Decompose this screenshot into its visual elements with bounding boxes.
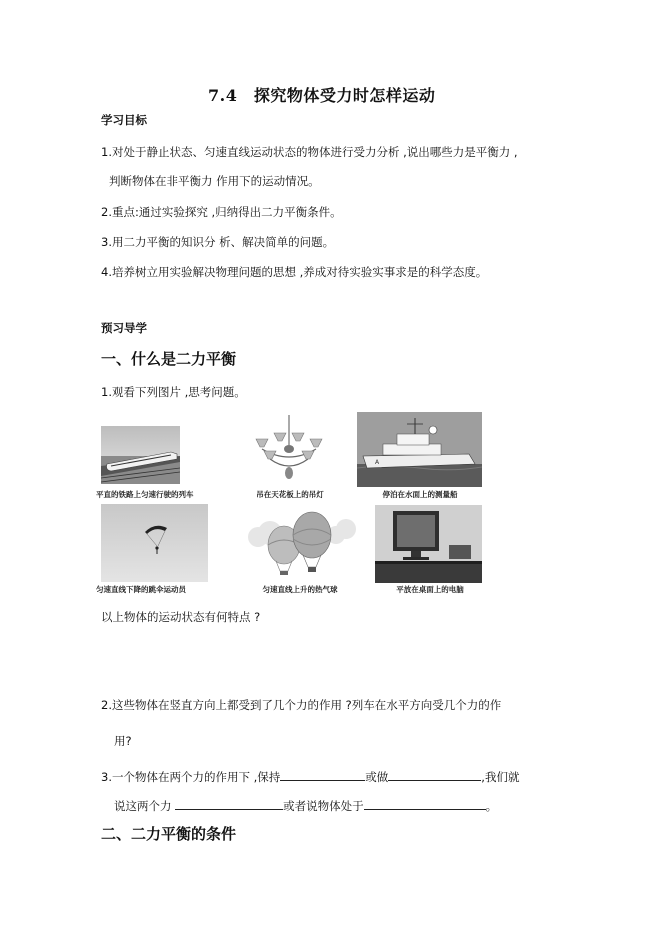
objective-item-2: 2.重点:通过实验探究 ,归纳得出二力平衡条件。 (101, 205, 342, 219)
blank-field-3[interactable] (175, 797, 283, 810)
question-1: 1.观看下列图片 ,思考问题。 (101, 385, 246, 399)
balloon-photo (246, 505, 358, 580)
photo-caption: 吊在天花板上的吊灯 (256, 490, 324, 499)
page-title: 7.4 探究物体受力时怎样运动 (208, 86, 436, 105)
svg-text:A: A (375, 459, 380, 466)
question-3-line-1 (101, 768, 519, 785)
q3-text-f: 。 (485, 799, 498, 813)
objective-item-1: 1.对处于静止状态、匀速直线运动状态的物体进行受力分析 ,说出哪些力是平衡力 , (101, 145, 518, 159)
question-3-line-2 (114, 797, 497, 814)
objective-item-3: 3.用二力平衡的知识分 析、解决简单的问题。 (101, 235, 335, 249)
photo-caption: 匀速直线下降的跳伞运动员 (96, 585, 186, 594)
objective-item-4: 4.培养树立用实验解决物理问题的思想 ,养成对待实验实事求是的科学态度。 (101, 265, 488, 279)
objectives-heading: 学习目标 (101, 113, 147, 127)
question-2-line-1: 2.这些物体在竖直方向上都受到了几个力的作用 ?列车在水平方向受几个力的作 (101, 698, 502, 712)
q3-text-c: ,我们就 (481, 770, 520, 784)
q3-text-b: 或做 (365, 770, 389, 784)
blank-field-2[interactable] (388, 768, 481, 781)
photo-caption: 平放在桌面上的电脑 (396, 585, 464, 594)
photo-caption: 停泊在水面上的测量船 (382, 490, 458, 499)
section-2-title: 二、二力平衡的条件 (101, 825, 237, 843)
photo-caption: 平直的铁路上匀速行驶的列车 (96, 490, 194, 499)
objective-item-1-cont: 判断物体在非平衡力 作用下的运动情况。 (109, 174, 320, 188)
train-photo (101, 426, 180, 484)
q3-text-e: 或者说物体处于 (283, 799, 364, 813)
blank-field-4[interactable] (364, 797, 486, 810)
parachute-photo (101, 504, 208, 582)
section-1-title: 一、什么是二力平衡 (101, 350, 237, 368)
q3-text-d: 说这两个力 (114, 799, 172, 813)
question-1-prompt: 以上物体的运动状态有何特点 ? (101, 610, 261, 624)
chandelier-photo (250, 415, 328, 485)
blank-field-1[interactable] (280, 768, 365, 781)
computer-photo (375, 505, 482, 583)
photo-caption: 匀速直线上升的热气球 (262, 585, 338, 594)
q3-text-a: 3.一个物体在两个力的作用下 ,保持 (101, 770, 281, 784)
ship-photo (357, 412, 482, 487)
question-2-line-2: 用? (114, 734, 132, 748)
preview-heading: 预习导学 (101, 321, 147, 335)
